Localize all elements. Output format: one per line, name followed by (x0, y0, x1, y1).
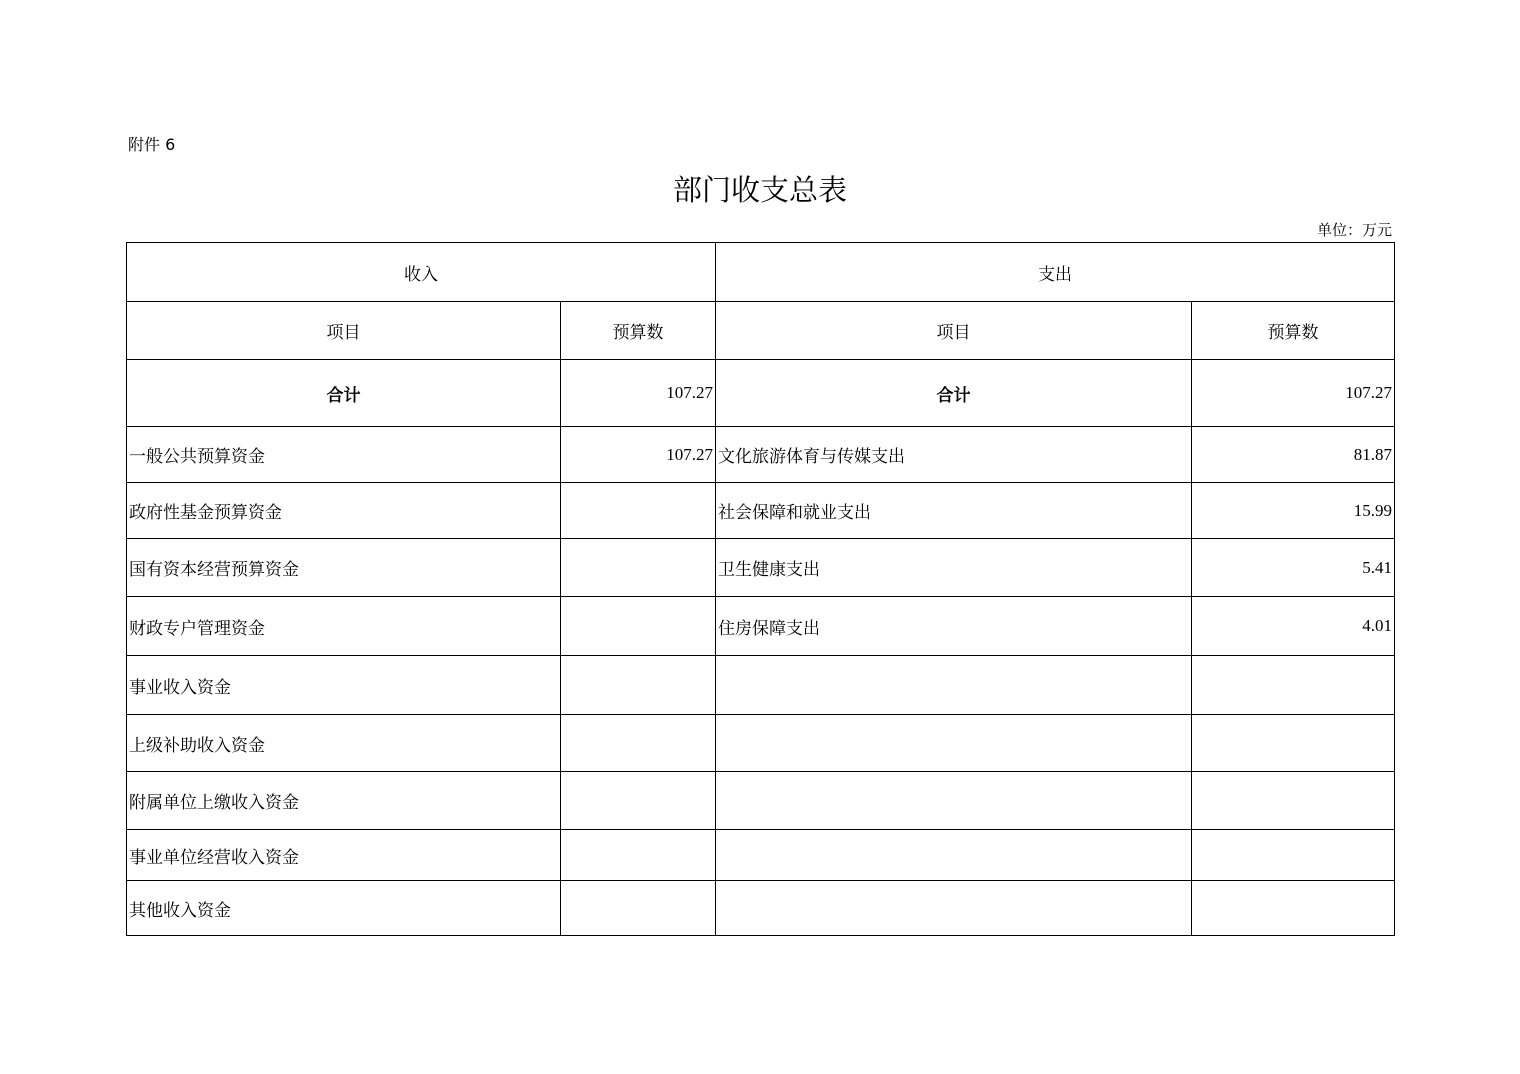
income-item: 财政专户管理资金 (127, 597, 561, 656)
expense-item (716, 881, 1192, 936)
income-total-value: 107.27 (561, 360, 716, 427)
expense-total-label: 合计 (716, 360, 1192, 427)
income-value (561, 772, 716, 830)
income-item: 国有资本经营预算资金 (127, 539, 561, 597)
income-value (561, 483, 716, 539)
table-row (127, 830, 1395, 881)
income-value (561, 881, 716, 936)
expense-item (716, 772, 1192, 830)
expense-value (1192, 772, 1395, 830)
expense-value (1192, 656, 1395, 715)
table-row (127, 539, 1395, 597)
income-item-column-header: 项目 (127, 302, 561, 360)
expense-value: 15.99 (1192, 483, 1395, 539)
expense-value: 81.87 (1192, 427, 1395, 483)
page-title: 部门收支总表 (672, 173, 847, 207)
income-value: 107.27 (561, 427, 716, 483)
expense-value (1192, 881, 1395, 936)
expense-value: 5.41 (1192, 539, 1395, 597)
expense-item: 住房保障支出 (716, 597, 1192, 656)
income-item: 政府性基金预算资金 (127, 483, 561, 539)
table-row (127, 656, 1395, 715)
expense-value (1192, 830, 1395, 881)
expense-total-value: 107.27 (1192, 360, 1395, 427)
expense-item-column-header: 项目 (716, 302, 1192, 360)
section-header-row (127, 243, 1395, 302)
expense-item: 社会保障和就业支出 (716, 483, 1192, 539)
column-header-row (127, 302, 1395, 360)
expense-item (716, 656, 1192, 715)
income-item: 事业单位经营收入资金 (127, 830, 561, 881)
income-value (561, 597, 716, 656)
table-row (127, 715, 1395, 772)
income-item: 其他收入资金 (127, 881, 561, 936)
expense-value: 4.01 (1192, 597, 1395, 656)
expense-item (716, 715, 1192, 772)
income-item: 上级补助收入资金 (127, 715, 561, 772)
table-row (127, 427, 1395, 483)
income-budget-column-header: 预算数 (561, 302, 716, 360)
income-value (561, 715, 716, 772)
income-item: 附属单位上缴收入资金 (127, 772, 561, 830)
income-value (561, 539, 716, 597)
unit-label: 单位：万元 (1316, 221, 1392, 239)
income-total-label: 合计 (127, 360, 561, 427)
income-value (561, 656, 716, 715)
table-row (127, 772, 1395, 830)
expense-header: 支出 (716, 243, 1395, 302)
expense-item (716, 830, 1192, 881)
income-item: 事业收入资金 (127, 656, 561, 715)
income-item: 一般公共预算资金 (127, 427, 561, 483)
expense-item: 卫生健康支出 (716, 539, 1192, 597)
expense-item: 文化旅游体育与传媒支出 (716, 427, 1192, 483)
income-header: 收入 (127, 243, 716, 302)
income-value (561, 830, 716, 881)
table-row (127, 597, 1395, 656)
table-row (127, 881, 1395, 936)
budget-summary-table (126, 242, 1395, 936)
expense-budget-column-header: 预算数 (1192, 302, 1395, 360)
total-row (127, 360, 1395, 427)
attachment-label: 附件 6 (128, 135, 176, 154)
table-row (127, 483, 1395, 539)
expense-value (1192, 715, 1395, 772)
